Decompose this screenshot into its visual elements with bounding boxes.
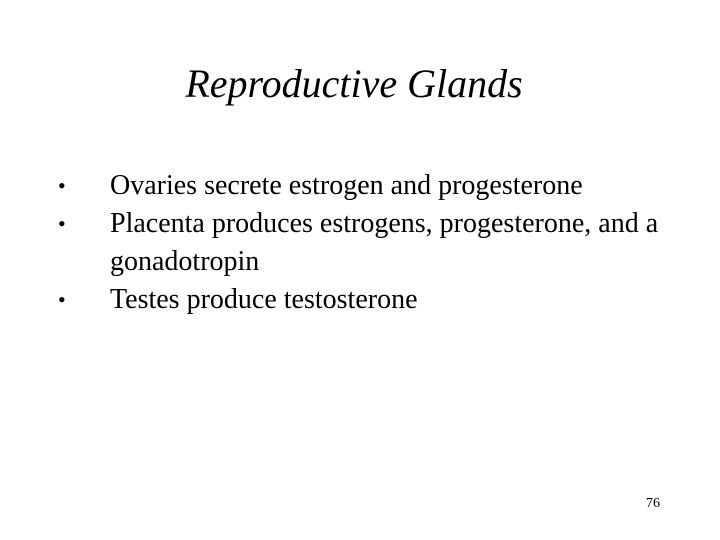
bullet-icon: • [58, 211, 66, 236]
bullet-text: Placenta produces estrogens, progesterone, and a gonadotropin [110, 208, 659, 277]
page-number: 76 [646, 496, 660, 511]
bullet-text: Ovaries secrete estrogen and progesterone [110, 170, 583, 201]
bullet-item-ovaries [50, 167, 690, 205]
bullet-item-testes [50, 281, 690, 319]
bullet-icon: • [58, 173, 66, 198]
bullet-list [50, 167, 690, 319]
bullet-icon: • [58, 287, 66, 312]
slide-title: Reproductive Glands [185, 61, 523, 106]
bullet-item-placenta [50, 205, 690, 281]
bullet-text: Testes produce testosterone [110, 284, 418, 315]
